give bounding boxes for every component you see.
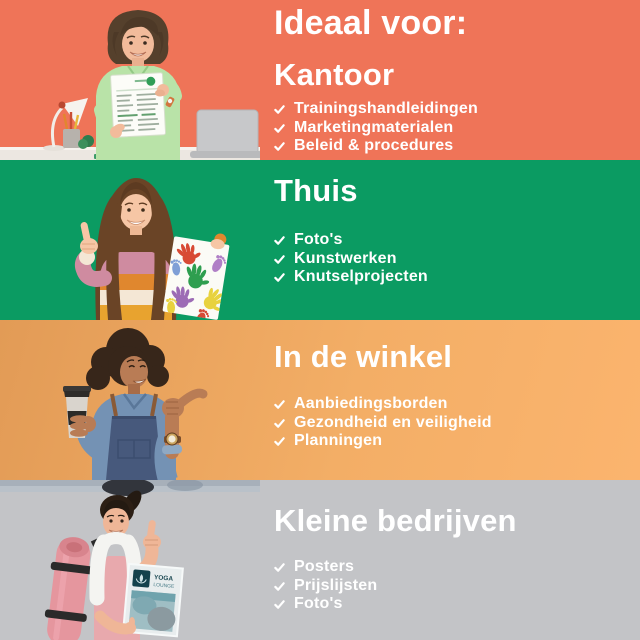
check-icon [274,141,285,152]
list-item [274,100,632,119]
list-item-label: Trainingshandleidingen [294,100,478,118]
list-item-label: Aanbiedingsborden [294,395,448,413]
photo-yoga-woman [0,480,260,640]
section-title-winkel: In de winkel [274,339,453,374]
section-title-bedrijven: Kleine bedrijven [274,503,517,538]
check-icon [274,235,285,246]
photo-girl-artwork [0,160,260,320]
list-item [274,231,632,250]
list-item [274,595,632,614]
section-thuis [0,160,640,320]
section-bedrijven-content [274,480,632,614]
list-item-label: Kunstwerken [294,249,397,267]
check-icon [274,599,285,610]
check-icon [274,123,285,134]
list-item [274,432,632,451]
check-icon [274,418,285,429]
feature-list-kantoor [274,100,632,156]
list-item-label: Beleid & procedures [294,137,454,155]
section-winkel [0,320,640,480]
office-woman-illustration [0,0,260,160]
list-item [274,137,632,156]
check-icon [274,399,285,410]
list-item-label: Knutselprojecten [294,268,428,286]
photo-barista [0,320,260,480]
barista-illustration [0,320,260,480]
section-kantoor-content [274,0,632,156]
list-item-label: Posters [294,558,355,576]
section-kantoor [0,0,640,160]
check-icon [274,272,285,283]
poster-title-line2: LOUNGE [153,582,175,590]
section-winkel-content [274,320,632,451]
list-item-label: Gezondheid en veiligheid [294,413,492,431]
section-title-thuis: Thuis [274,173,358,208]
feature-list-bedrijven [274,558,632,614]
page-title: Ideaal voor: [274,4,468,42]
list-item-label: Marketingmaterialen [294,118,454,136]
list-item-label: Foto's [294,595,343,613]
list-item-label: Prijslijsten [294,576,378,594]
list-item [274,268,632,287]
list-item-label: Planningen [294,432,383,450]
check-icon [274,104,285,115]
list-item [274,119,632,138]
poster-title-line1: YOGA [153,574,174,583]
list-item-label: Foto's [294,231,343,249]
section-title-kantoor: Kantoor [274,57,395,93]
photo-office-woman [0,0,260,160]
check-icon [274,581,285,592]
check-icon [274,562,285,573]
feature-list-thuis [274,231,632,287]
list-item [274,395,632,414]
section-thuis-content [274,160,632,287]
yoga-woman-illustration [0,480,260,640]
check-icon [274,254,285,265]
list-item [274,577,632,596]
list-item [274,414,632,433]
list-item [274,250,632,269]
section-bedrijven [0,480,640,640]
girl-artwork-illustration [0,160,260,320]
list-item [274,558,632,577]
feature-list-winkel [274,395,632,451]
check-icon [274,436,285,447]
